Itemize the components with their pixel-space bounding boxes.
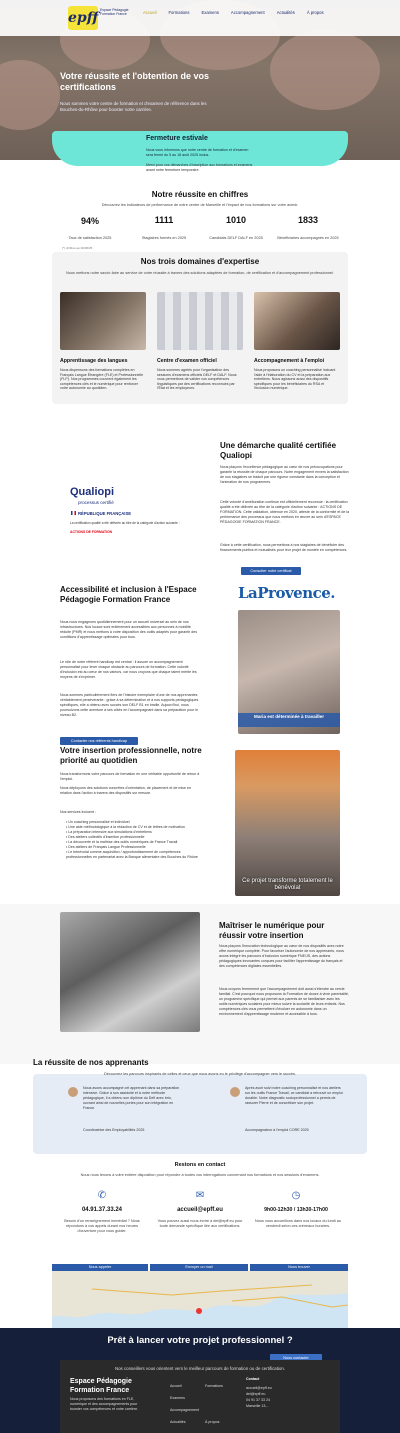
stat-value: 1111: [154, 215, 174, 225]
hero-image: [270, 30, 380, 110]
footer-contact-line: Marseille 13...: [246, 1404, 269, 1408]
phone-icon: ✆: [97, 1190, 107, 1201]
domain-title: Apprentissage des langues: [60, 358, 128, 364]
testimonial-author: Coordinatrice des Employabilités 2025: [83, 1128, 145, 1132]
mail-icon: ✉: [195, 1190, 205, 1201]
domain-text: Nous sommes agréés pour l'organisation des sessions d'examens officiels DELF et DALF. Nous vous permettons de valider vos compétences linguistiques par des certifications reconnues par l'État et les employeurs.: [157, 368, 237, 391]
list-item: • La découverte et la maîtrise des outils numériques de France Travail: [66, 840, 178, 844]
nav-accompagnement[interactable]: Accompagnement: [230, 10, 265, 15]
republique-francaise-label: RÉPUBLIQUE FRANÇAISE: [78, 511, 132, 516]
insertion-paragraph: Nous déployons des solutions concrètes d'orientation, de placement et de mise en relation dans l'action à travers des dispositifs sur mesure.: [60, 786, 191, 795]
services-list: [66, 820, 200, 860]
nav-actualites[interactable]: Actualités: [276, 10, 295, 15]
nav-examens[interactable]: Examens: [201, 10, 219, 15]
view-certificate-button[interactable]: Consulter notre certificat: [241, 567, 301, 575]
list-item: • Une aide méthodologique à la rédaction de CV et de lettres de motivation: [66, 825, 185, 829]
footer-link[interactable]: Examens: [170, 1396, 185, 1400]
accessibility-paragraph: Le rôle de notre référent handicap est central : il assure un accompagnement personnalisé pour lever chaque obstacle au parcours de formation. Cette volonté d'inclusion est au cœur de nos valeurs, car nous croyons que chaque talent mérite les moyens de s'exprimer.: [60, 660, 197, 679]
notice-text-secondary: Merci pour vos démarches d'inscription aux formations et examens avant notre fermeture temporaire.: [146, 163, 253, 172]
notice-title: Fermeture estivale: [146, 135, 208, 142]
footer-link[interactable]: Accompagnement: [170, 1408, 199, 1412]
footer-link[interactable]: Formations: [205, 1384, 223, 1388]
list-item: • Des ateliers collectifs d'insertion professionnelle: [66, 835, 145, 839]
stat-label: Bénéficiaires accompagnés en 2025: [277, 236, 339, 240]
footer-link[interactable]: Accueil: [170, 1384, 182, 1388]
qualiopi-cert-text: La certification qualité a été délivrée au titre de la catégorie d'action suivante :: [70, 521, 180, 525]
avatar: [68, 1087, 78, 1097]
insertion-title: Votre insertion professionnelle, notre priorité au quotidien: [60, 746, 202, 765]
hero-title: Votre réussite et l'obtention de vos certifications: [60, 71, 210, 92]
insertion-paragraph: Nous transformons votre parcours de formation en une véritable opportunité de retour à l'emploi.: [60, 772, 200, 781]
exam-room-image: [157, 292, 243, 350]
footer-contact-line[interactable]: dei@epff.eu: [246, 1392, 266, 1396]
language-learning-image: [60, 292, 146, 350]
photo-caption: Maria est déterminée à travailler: [254, 714, 324, 719]
stat-value: 94%: [80, 216, 99, 226]
list-item: • Le bénévolat comme acquisition / approfondissement de compétences professionnelles en partenariat avec la Banque alimentaire des Bouches du Rhône: [66, 850, 198, 859]
volunteer-group-photo: [235, 750, 340, 896]
logo-subtitle: Espace Pédagogie Formation France: [100, 8, 129, 16]
contact-text: Nous vous accueillons dans nos locaux du lundi au vendredi selon ces créneaux horaires.: [255, 1219, 341, 1228]
testimonial-text: Après avoir suivi notre coaching personnalisé et nos ateliers sur les outils France Travail, ce candidat a retrouvé un emploi durable. Notre diagnostic socioprofessionnel a permis de rassurer Pierre et de concrétiser son projet.: [245, 1086, 343, 1105]
stats-title: Notre réussite en chiffres: [151, 190, 249, 199]
footer-links: [170, 1384, 240, 1425]
qualiopi-logo: Qualiopi: [70, 486, 114, 498]
qualiopi-title: Une démarche qualité certifiée Qualiopi: [220, 441, 337, 460]
domains-title: Nos trois domaines d'expertise: [140, 257, 260, 266]
cta-text: Nos conseillers vous orientent vers le meilleur parcours de formation ou de certification.: [114, 1366, 286, 1371]
cta-title: Prêt à lancer votre projet professionnel ?: [107, 1335, 293, 1346]
hero-subtitle: Nous sommes votre centre de formation et d'examen de référence dans les Bouches-du-Rhône pour booster votre carrière.: [60, 101, 207, 112]
footer-title: Espace Pédagogie Formation France: [70, 1378, 132, 1394]
stat-value: 1010: [225, 215, 247, 225]
list-item: • Un coaching personnalisé et individuel: [66, 820, 130, 824]
testimonials-title: La réussite de nos apprenants: [33, 1058, 149, 1067]
domains-intro: Nous mettons notre savoir-faire au service de votre réussite à travers des solutions adaptées de formation, de certification et d'accompagnement professionnel.: [66, 271, 334, 275]
footer-link[interactable]: Actualités: [170, 1420, 186, 1424]
call-us-button[interactable]: Nous appeler: [52, 1264, 148, 1271]
french-flag-icon: [71, 511, 76, 515]
stats-footnote: (*) chiffres au 30/06/25: [62, 246, 93, 250]
qualiopi-paragraph: Grâce à cette certification, nous permettons à nos stagiaires de bénéficier des financements publics et mutualisés pour leur projet de montée en compétences.: [220, 543, 348, 552]
nav-accueil[interactable]: Accueil: [143, 10, 157, 15]
stat-label: Candidats DELF DALF en 2025: [209, 236, 263, 240]
digital-paragraph: Nous croyons fermement que l'accompagnement doit aussi s'étendre au cercle familial. C'est pourquoi nous proposons la Formation de douze à vivre parentalité, un programme spécifique qui permet aux parents de se familiariser avec les outils numériques scolaires pour mieux suivre la scolarité de leurs enfants. Nos compétences clés vous permettent d'évoluer en autonomie dans un environnement d'apprentissage moderne et accessible à tous.: [219, 987, 349, 1016]
domain-title: Accompagnement à l'emploi: [254, 358, 325, 364]
services-label: Nos services incluent :: [60, 810, 96, 814]
footer-link[interactable]: À propos: [205, 1420, 220, 1424]
avatar: [230, 1087, 240, 1097]
job-coaching-image: [254, 292, 340, 350]
nav-a-propos[interactable]: À propos: [306, 10, 324, 15]
find-us-button[interactable]: Nous trouver: [250, 1264, 348, 1271]
qualiopi-paragraph: Cette volonté d'amélioration continue est officiellement reconnue : la certification qualité a été délivrée au titre de la catégorie d'action suivante : ACTIONS DE FORMATION. Cette validation, obtenue en 2020, atteste de la conformité et de la performance des processus que nous mettons en œuvre au sein d'ESPACE PÉDAGOGIE FORMATION FRANCE.: [220, 500, 350, 524]
digital-title: Maîtriser le numérique pour réussir votre insertion: [219, 921, 325, 940]
domain-title: Centre d'examen officiel: [157, 358, 217, 364]
list-item: • La préparation intensive aux simulations d'entretiens: [66, 830, 152, 834]
accessibility-title: Accessibilité et inclusion à l'Espace Pédagogie Formation France: [60, 585, 197, 604]
stat-label: Stagiaires formés en 2025: [141, 236, 187, 240]
stat-label: Taux de satisfaction 2025: [68, 236, 112, 240]
clock-icon: ◷: [291, 1190, 301, 1201]
laptop-typing-photo: [60, 912, 200, 1032]
contact-disability-referent-button[interactable]: Contacter nos référents handicap: [60, 737, 138, 745]
footer-contact-line[interactable]: 04 91 37 33 24: [246, 1398, 270, 1402]
digital-paragraph: Nous plaçons l'innovation technologique au cœur de nos dispositifs avec notre offre numérique complète. Pour favoriser l'autonomie de nos apprenants, nous avons intégré les parcours d'inclusion numérique FNE/JS, des actions pédagogiques innovantes conçues pour faciliter l'apprentissage du français et des compétences digitales essentielles.: [219, 944, 344, 968]
contact-us-button[interactable]: Nous contacter: [270, 1354, 322, 1362]
email-address[interactable]: accueil@epff.eu: [177, 1207, 223, 1213]
qualiopi-paragraph: Nous plaçons l'excellence pédagogique au cœur de nos préoccupations pour garantir la réussite de chaque parcours. Notre engagement envers la satisfaction de nos stagiaires se traduit par une rigueur constante dans la conception et l'animation de nos programmes.: [220, 465, 349, 484]
domain-text: Nous proposons un coaching personnalisé incluant l'aide à l'élaboration du CV et la préparation aux entretiens. Nous agissons aussi des dispositifs spécifiques pour les bénéficiaires du RSA et l'inclusion numérique.: [254, 368, 336, 391]
footer-contact-label: Contact: [246, 1377, 260, 1381]
qualiopi-cert-category: ACTIONS DE FORMATION: [70, 530, 113, 534]
epff-logo[interactable]: epff: [68, 6, 98, 30]
la-provence-logo: LaProvence.: [238, 584, 336, 602]
qualiopi-logo-subtitle: processus certifié: [78, 500, 114, 505]
photo-caption: Ce projet transforme totalement le bénévolat: [242, 878, 333, 891]
notice-text: Nous vous informons que notre centre de formation et d'examen sera fermé du 5 au 18 août 2025 inclus.: [146, 148, 249, 157]
accessibility-paragraph: Nous nous engageons quotidiennement pour un accueil universel au sein de nos infrastructures. Nos locaux sont entièrement accessibles aux personnes à mobilité réduite (PMR) et nous mettons à votre disposition des outils adaptés pour garantir des conditions d'apprentissage optimales pour tous.: [60, 620, 198, 639]
nav-formations[interactable]: Formations: [168, 10, 190, 15]
footer-contact-line[interactable]: accueil@epff.eu: [246, 1386, 272, 1390]
contact-title: Restons en contact: [174, 1162, 226, 1168]
main-nav: [143, 10, 336, 15]
site-header: [0, 0, 400, 36]
stat-value: 1833: [297, 215, 319, 225]
accessibility-paragraph: Nous sommes particulièrement fiers de l'histoire exemplaire d'une de nos apprenantes véritablement persévérante : grâce à sa détermination et à nos supports pédagogiques spécifiques, elle a obtenu avec succès son DELF B1 en braille. Aujourd'hui, nous poursuivons cette aventure à ses côtés en l'accompagnant dans sa préparation pour le niveau B2.: [60, 693, 199, 717]
contact-text: Vous pouvez aussi nous écrire à dei@epff.eu pour toute demande spécifique liée aux certifications.: [157, 1219, 243, 1228]
phone-number[interactable]: 04.91.37.33.24: [81, 1207, 123, 1213]
footer-text: Nous proposons des formations en FLE, numérique et des accompagnements pour booster vos compétences et votre carrière.: [70, 1397, 139, 1411]
domain-text: Nous dispensons des formations complètes en Français Langue Étrangère (FLE) et Professionnelle (FLP). Nos programmes couvrent également les compétences clés et le numérique pour renforcer votre autonomie au quotidien.: [60, 368, 144, 391]
contact-intro: Nous nous tenons à votre entière disposition pour répondre à toutes vos interrogations concernant nos formations et nos sessions d'examens.: [80, 1173, 320, 1177]
opening-hours: 9h00-12h30 / 13h30-17h00: [264, 1207, 328, 1213]
testimonial-text: Nous avons accompagné cet apprenant dans sa préparation intensive. Grâce à son assiduité et à notre méthode pédagogique, il a obtenu son diplôme du Delf avec brio, ouvrant ainsi de nouvelles portes pour son intégration en France.: [83, 1086, 180, 1110]
list-item: • Des ateliers de Français Langue Professionnelle: [66, 845, 146, 849]
hero-image: [0, 60, 60, 130]
contact-text: Besoin d'un renseignement immédiat ? Nous répondons à vos appels durant nos heures d'ouverture pour vous guider.: [64, 1219, 140, 1233]
send-email-button[interactable]: Envoyer un mail: [150, 1264, 248, 1271]
stats-intro: Découvrez les indicateurs de performance de notre centre de Marseille et l'impact de nos formations sur votre avenir.: [101, 203, 299, 207]
testimonials-intro: Découvrez les parcours inspirants de celles et ceux que nous avons eu le privilège d'accompagner vers le succès.: [104, 1072, 296, 1076]
testimonial-author: Accompagnateur à l'emploi CORE 2025: [245, 1128, 309, 1132]
